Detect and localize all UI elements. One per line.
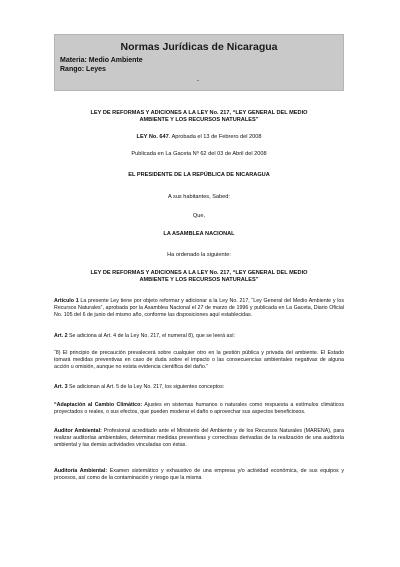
ordenado-line: Ha ordenado la siguiente:: [167, 252, 231, 258]
definition-adaptacion-text: Ajustes en sistemas humanos o naturales como respuesta a estímulos climáticos proyectados o reales, o sus efectos, que pueden moderar el daño o aprovechar sus aspectos beneficiosos.: [54, 402, 344, 415]
header-dot: -: [197, 78, 199, 84]
article-1: [54, 298, 344, 319]
law-title-repeat-line1: LEY DE REFORMAS Y ADICIONES A LA LEY No. 217, “LEY GENERAL DEL MEDIO: [90, 270, 308, 276]
article-3: [54, 384, 344, 391]
article-2-label: Art. 2: [54, 333, 68, 339]
publication-line: Publicada en La Gaceta Nº 62 del 03 de Abril del 2008: [131, 151, 267, 157]
law-title-line2: AMBIENTE Y LOS RECURSOS NATURALES”: [139, 117, 259, 123]
law-title: [54, 110, 344, 124]
definition-adaptacion-label: “Adaptación al Cambio Climático:: [54, 402, 143, 408]
law-number-date: . Aprobada el 13 de Febrero del 2008: [168, 134, 262, 140]
law-number: [54, 134, 344, 141]
header-title: Normas Jurídicas de Nicaragua: [120, 41, 278, 53]
document-header: [54, 34, 344, 91]
definition-auditor-text: Profesional acreditado ante el Ministerio del Ambiente y de los Recursos Naturales (MARENA), para realizar auditorías ambientales, determinar medidas preventivas y correctivas derivadas de la realización de una auditoría ambiental y las demás actividades vinculadas con éstas.: [54, 428, 344, 448]
article-2-quote: “8) El principio de precaución prevalecerá sobre cualquier otro en la gestión pública y privada del ambiente. El Estado tomará medidas preventivas en caso de duda sobre el impacto o las consecuencias ambientales negativas de alguna acción u omisión, aunque no exista evidencia científica del daño.”: [54, 350, 344, 370]
definition-auditoria-text: Examen sistemático y exhaustivo de una empresa y/o actividad económica, de sus equipos y procesos, así como de la contaminación y riesgo que la misma: [54, 468, 345, 481]
law-number-label: LEY No. 647: [136, 134, 169, 140]
law-title-line1: LEY DE REFORMAS Y ADICIONES A LA LEY No. 217, “LEY GENERAL DEL MEDIO: [90, 110, 308, 116]
header-materia: Materia: Medio Ambiente: [60, 57, 143, 64]
definition-adaptacion: [54, 402, 344, 416]
definition-auditoria: [54, 468, 344, 482]
que-line: Que,: [192, 213, 206, 219]
president-heading: EL PRESIDENTE DE LA REPÚBLICA DE NICARAGUA: [128, 172, 270, 178]
definition-auditoria-label: Auditoría Ambiental:: [54, 468, 108, 474]
article-1-text: La presente Ley tiene por objeto reformar y adicionar a la Ley No. 217, “Ley General del Medio Ambiente y los Recursos Naturales”, aprobada por la Asamblea Nacional el 27 de marzo de 1996 y publicada en La Gaceta, Diario Oficial No. 105 del 6 de junio del mismo año, conforme las disposiciones aquí establecidas.: [54, 298, 344, 318]
asamblea-heading: LA ASAMBLEA NACIONAL: [163, 231, 235, 237]
article-2-text: Se adiciona al Art. 4 de la Ley No. 217, el numeral 8), que se leerá así:: [67, 333, 236, 339]
article-3-label: Art. 3: [54, 384, 68, 390]
definition-auditor-label: Auditor Ambiental:: [54, 428, 102, 434]
definition-auditor: [54, 428, 344, 449]
law-title-repeat-line2: AMBIENTE Y LOS RECURSOS NATURALES”: [139, 277, 259, 283]
law-title-repeat: [54, 270, 344, 284]
article-1-label: Artículo 1: [54, 298, 79, 304]
article-3-text: Se adicionan al Art. 5 de la Ley No. 217, los siguientes conceptos:: [67, 384, 225, 390]
article-2: [54, 333, 344, 340]
header-rango: Rango: Leyes: [60, 66, 106, 73]
habitantes-line: A sus habitantes, Sabed:: [168, 194, 230, 200]
